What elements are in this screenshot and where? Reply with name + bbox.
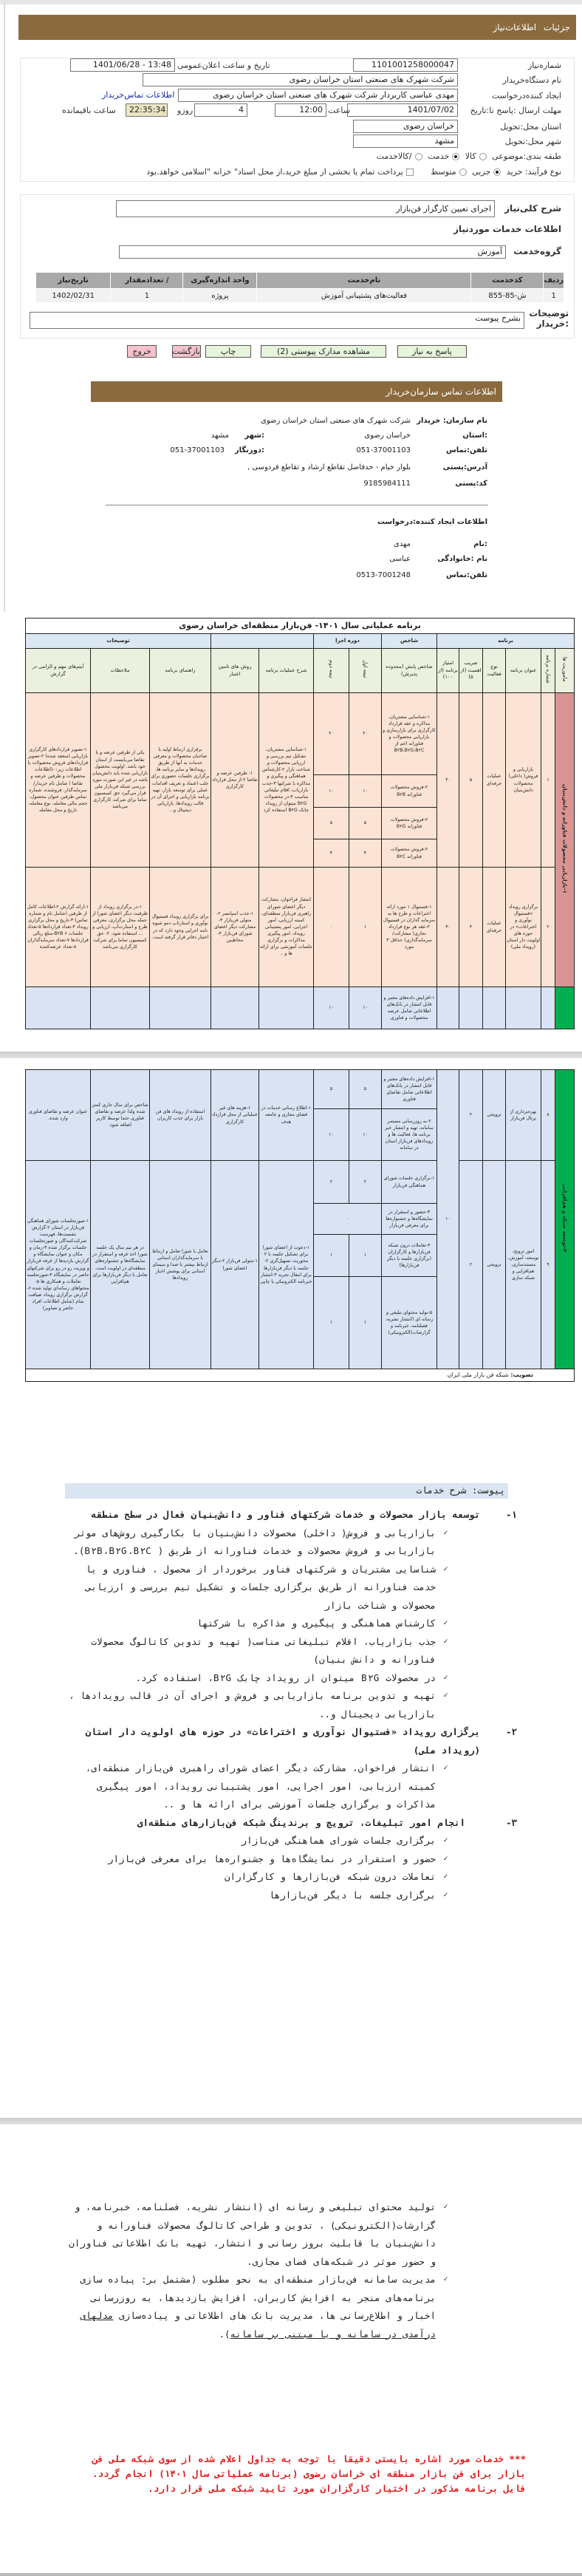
- table-row: [25, 987, 574, 1029]
- program-title: برگزاری رویداد «فستیوال نوآوری و اختراعات» در حوزه های اولویت دار استان (رویداد ملی): [506, 868, 541, 987]
- col-code: کدخدمت: [471, 273, 544, 289]
- program-number: ۹: [541, 1161, 555, 1369]
- group-program: برنامه: [437, 634, 575, 649]
- second-half: ۵: [314, 808, 349, 839]
- group-period: دوره اجرا: [314, 634, 382, 649]
- second-half: ۵: [314, 1070, 349, 1109]
- page-separator: [0, 1052, 582, 1058]
- col-first-half: نیمه اول: [362, 660, 369, 678]
- indicator: ۳-حضور و استقرار در نمایشگاه‌ها و جشنواره‌ها برای معرفی فن‌بازار: [382, 1204, 437, 1235]
- second-half: ۱۰: [314, 775, 349, 808]
- red-note: *** خدمات مورد اشاره بایستی دقیقا با توجه به جداول اعلام شده از سوی شبکه ملی فن بازار برای فن بازار منطقه ای خراسان رضوی (برنامه عملیاتی سال ۱۴۰۱) انجام گردد. فایل برنامه مذکور در اختیار کارگزاران مورد تایید شبکه ملی قرار دارد.: [92, 2453, 526, 2494]
- first-half: ۱: [349, 1235, 382, 1277]
- contact-city-value: مشهد: [210, 432, 229, 440]
- col-unit: واحد اندازه‌گیری: [183, 273, 257, 289]
- print-button[interactable]: چاپ: [205, 345, 251, 358]
- section-1-title: توسعه بازار محصولات و خدمات شرکتهای فناور و دانش‌بنیان فعال در سطح منطقه: [91, 1509, 480, 1520]
- first-half: ۱: [349, 868, 382, 987]
- second-half: ۱: [314, 1235, 349, 1277]
- first-half: ۱: [349, 1277, 382, 1369]
- indicator: ۲-فروش محصولات فناورانه B۲B: [382, 775, 437, 808]
- period-value: ۰: [314, 1204, 382, 1235]
- remaining-label: ساعت باقیمانده: [62, 106, 116, 115]
- contact-title: اطلاعات تماس سازمان‌خریدار: [386, 386, 496, 397]
- second-half: ۴: [314, 839, 349, 868]
- buyer-notes-field: بشرح پیوست: [30, 312, 524, 329]
- contact-phone-label: تلفن:تماس: [445, 446, 487, 454]
- mission-cell: [555, 987, 575, 1029]
- radio-service-label: خدمت: [428, 151, 450, 161]
- first-half: ۵: [349, 808, 382, 839]
- back-button[interactable]: بازگشت: [172, 347, 200, 356]
- treasury-checkbox[interactable]: [406, 168, 414, 176]
- indicator: ۲-فروش محصولات فناورانه B۲G: [382, 808, 437, 839]
- col-guide: راهنمای برنامه: [150, 649, 211, 693]
- funding: ۱-جذب اسپانسر ۲-متولی فن‌بازار ۳-مشارکت دیگر اعضای شورای فن‌بازار ۴-مخاطبین: [211, 868, 259, 987]
- cell-date: 1402/02/31: [36, 289, 111, 303]
- announce-label: تاریخ و ساعت اعلان‌عمومی: [177, 61, 270, 70]
- buyer-field: شرکت شهرک های صنعتی استان خراسان رضوی: [143, 73, 458, 86]
- indicator: ۱-فستیوال ۱ مورد ارائه اختراعات و طرح ها به سرمایه گذاران در فستیوال ۲-عقد هر نوع قرارداد تجاری( مشارکت/ سرمایه‌گذاری) حداقل ۳ مورد: [382, 868, 437, 987]
- services-header-row: [36, 273, 564, 289]
- creator-label: ایجاد کننده‌درخواست: [491, 91, 561, 100]
- list-item-underlined: مدلهای درآمدی در سامانه و یا مبتنی بر سامانه: [80, 2310, 436, 2340]
- need-number-label: شماره‌نیاز: [527, 61, 561, 70]
- need-desc-field: اجرای تعیین کارگزار فن‌بازار: [116, 200, 495, 217]
- remarks: شاخص برای سال جاری کمتر شده ولذا عرضه و تقاضای فناوری حتما توسط کاربر اضافه شود.: [91, 1070, 150, 1161]
- contact-province-value: خراسان رضوی: [364, 432, 411, 440]
- indicator: ۱-برگزاری جلسات شورای هماهنگی فن‌بازار: [382, 1161, 437, 1204]
- list-item: ✓ تعاملات درون شبکه فن‌بازارها و کارگزاران: [66, 1868, 436, 1887]
- page-header-bar: [18, 15, 576, 40]
- section-2-title: برگزاری رویداد «فستیوال نوآوری و اختراعات» در حوزه های اولویت دار استان (رویداد ملی): [85, 1726, 480, 1756]
- buyer-contact-link[interactable]: اطلاعات تماس‌خریدار: [102, 90, 175, 100]
- exit-button[interactable]: خروج: [127, 345, 157, 358]
- second-half: ۱۰: [314, 1109, 349, 1161]
- city-field: مشهد: [353, 134, 458, 148]
- days-label: روزو: [177, 106, 194, 115]
- radio-service[interactable]: [452, 153, 459, 160]
- approval-value: شبکه فن بازار ملی ایران: [447, 1372, 509, 1379]
- radio-goods-service[interactable]: [415, 153, 422, 160]
- creator-family-value: عباسی: [389, 555, 411, 563]
- service-group-field: آموزش: [119, 245, 506, 259]
- bottom-border: [0, 2573, 582, 2576]
- first-half: ۴: [349, 839, 382, 868]
- contact-header-bar: [91, 381, 502, 402]
- postal-value: 9185984111: [363, 480, 411, 488]
- activity-type: ترویجی: [483, 1161, 506, 1369]
- time-label: ساعت: [328, 106, 350, 115]
- list-item-text: مدیریت سامانه فن‌بازار منطقه‌ای به نحو مطلوب (مشتمل بر: پیاده سازی برنامه‌های منجر به افزایش کاربران، افزایش بازدیدها، به روزرسانی اخبار و اطلاع‌رسانی ها، مدیریت بانک های اطلاعاتی و پیاده‌سازی: [80, 2274, 436, 2321]
- operations: انتشار فراخوان، مشارکت دیگر اعضای شورای راهبری فن‌بازار منطقه‌ای، کمیته ارزیابی، امور اجرایی، امور پشتیبانی رویداد، امور پیگیری مذاکرات و برگزاری جلسات آموزشی برای ارائه ها و ..: [259, 868, 314, 987]
- funding: ۱- طرفین عرضه و تقاضا ۲-از محل قرارداد کارگزاری: [211, 693, 259, 868]
- deadline-date-field: 1401/07/02: [347, 103, 458, 117]
- address-value: بلوار خیام - حدفاصل تقاطع ارشاد و تقاطع فردوسی ,: [247, 463, 411, 471]
- reply-button[interactable]: پاسخ به نیاز: [397, 345, 467, 358]
- score: ۳۰: [437, 868, 459, 987]
- guide: تعامل با شورا تعامل و ارتباط با سرمایه‌گذاران استانی ارتباط بیشتر با صدا و سیمای استانی برای پوشش اخبار رویدادها: [150, 1161, 211, 1369]
- deadline-time-field: 12:00: [275, 103, 326, 117]
- score: ۱۰: [437, 1070, 459, 1369]
- category-label: طبقه بندی:موضوعی: [492, 151, 561, 161]
- second-half: ۱: [314, 1277, 349, 1369]
- indicator: ۵-تولید محتوای تبلیغی و رسانه ای (انتشار نشریه، فصلنامه، خبرنامه و گزارشات(الکترونیکی): [382, 1277, 437, 1369]
- radio-small[interactable]: [493, 168, 501, 176]
- section-1-number: ۱-: [505, 1509, 517, 1520]
- funding: ۱-هزینه های غیر عملیاتی از محل قرارداد کارگزاری: [211, 1070, 259, 1161]
- cell-code: ش-85-855: [471, 289, 544, 303]
- guide: برقراری ارتباط اولیه با صاحبان محصولات و معرفی خدمات به آنها از طریق رویدادها و سایر برنامه ها، برگزاری جلسات حضوری برای جلب اعتماد و تعریف اقدامات عملی برای توسعه بازار، تهیه برنامه بازاریابی و اجرای آن در قالب رویدادها، بازاریابی دیجیتال و...: [150, 693, 211, 868]
- program-number: ۲: [541, 868, 555, 987]
- postal-label: کد:پستی: [455, 480, 487, 488]
- operational-plan-table-page2: [26, 1069, 575, 1382]
- list-item: ✓ برگزاری جلسه با دیگر فن‌بازارها: [66, 1887, 436, 1905]
- creator-phone-label: تلفن:تماس: [445, 571, 487, 579]
- services-title: اطلاعات خدمات موردنیاز: [453, 224, 561, 234]
- list-item: ✓ برگزاری جلسات شورای هماهنگی فن‌بازار: [66, 1832, 436, 1850]
- list-item: ✓ جذب بازاریاب، اقلام تبلیغاتی مناسب( تهیه و تدوین کاتالوگ محصولات فناورانه و دانش بنیان): [66, 1633, 436, 1669]
- table-row: [26, 1161, 575, 1204]
- creator-family-label: نام :خانوادگی: [437, 555, 487, 563]
- operations: ۱-اطلاع رسانی خدمات در فضای مجازی و جامعه هدف: [259, 1070, 314, 1161]
- first-half: ۲: [349, 1161, 382, 1204]
- second-half: ۰: [314, 868, 349, 987]
- operational-plan-table-page1: [26, 618, 575, 1029]
- cell-row: 1: [544, 289, 564, 303]
- province-label: استان محل:تحویل: [500, 122, 561, 132]
- process-row: [146, 167, 561, 177]
- list-item-end: ).: [219, 2328, 230, 2340]
- indicator: ۱-شناسایی مشتریان، مذاکره و عقد قرارداد کارگزاری برای بازارسازی و بازاریابی محصولات و فناورانه اعم از B۲B،B۲G،B۲C: [382, 693, 437, 775]
- remaining-time-field: 22:35:34: [126, 103, 168, 117]
- indicator: ۱-افزایش داده‌های معتبر و قابل انتشار در بانک‌های اطلاعاتی شامل عرضه محصولات و فناوری: [382, 987, 437, 1029]
- appendix-title-bar: [65, 1483, 508, 1499]
- indicator: ۲-فروش محصولات فناورانه B۲C: [382, 839, 437, 868]
- org-value: شرکت شهرک های صنعتی استان خراسان رضوی: [261, 417, 411, 425]
- list-item: ✓ شناسایی مشتریان و شرکتهای فناور برخوردار از محصول ، فناوری و یا خدمت فناورانه از طریق برگزاری جلسات و تشکیل تیم بررسی و ارزیابی محصولات و شناخت بازار: [66, 1561, 436, 1615]
- report-items: ۱-ارائه گزارش ۲-اطلاعات کامل از طرفین (شامل نام و شماره تماس) ۳-تاریخ و محل برگزاری رویداد ۴-تعداد قراردادها ۵-تعداد جلسات B۲B ۶-مبلغ ریالی قراردادها ۷-تعداد سرمایه‌گذاران ۸-تعداد عرضه‌کننده: [25, 868, 90, 987]
- page-separator: [0, 2118, 582, 2124]
- program-title: بازاریابی و فروش( داخلی) محصولات دانش‌بنیان: [506, 693, 541, 868]
- program-number: ۸: [541, 1070, 555, 1161]
- tab-details[interactable]: جزئیات: [544, 22, 570, 33]
- appendix-title: پیوست: شرح خدمات: [416, 1485, 505, 1496]
- col-date: تاریخ‌نیاز: [36, 273, 111, 289]
- program-title: بهره‌برداری از پرتال فن‌بازار: [506, 1070, 541, 1161]
- cell-name: فعالیت‌های پشتیبانی آموزش: [257, 289, 471, 303]
- program-number: ۱: [541, 693, 555, 868]
- col-funding: روش های تامین اعتبار: [211, 649, 259, 693]
- days-field: 4: [194, 103, 247, 117]
- operations: ۱-دعوت از اعضای شورا برای تشکیل جلسه با ۲ محوریت تسهیل‌گری ۲-جلسه با دیگر فن‌بازارها برای انتقال تجربه ۳-انتشار خبرنامه الکترونیکی یا چاپی: [259, 1161, 314, 1369]
- org-label: نام سازمان: خریدار: [417, 417, 487, 425]
- radio-small-label: جزیی: [472, 167, 491, 177]
- section-2-number: ۲-: [505, 1726, 517, 1737]
- col-operations: شرح عملیات برنامه: [259, 649, 314, 693]
- col-mission: ماموریت ها: [561, 656, 568, 682]
- score: ۴۰: [437, 693, 459, 868]
- second-half: ۱۰: [314, 987, 349, 1029]
- fax-label: :دورنگار: [234, 446, 264, 454]
- category-row: [377, 151, 561, 161]
- indicator: ۲-به روزرسانی مستمر سامانه، تهیه و انتشار خبر برنامه ها، فعالیت ها و رویدادهای فن‌بازار استان در سامانه: [382, 1109, 437, 1161]
- tab-need-info[interactable]: اطلاعات‌نیاز: [493, 22, 537, 33]
- col-name: نام‌خدمت: [257, 273, 471, 289]
- first-half: ۲۰: [349, 693, 382, 775]
- report-items: عنوان عرضه و تقاضای فناوری وارد شده.: [26, 1070, 91, 1161]
- guide: استفاده از رویداد های فن بازار برای جذب کاربران: [150, 1070, 211, 1161]
- remarks: ۱-در برگزاری رویداد از ظرفیت دیگر اعضای شورا از جمله محل برگزاری، معرفی طرح و استارت‌آپ، ارزیابی و ... استفاده شود. ۲- حق کمیسیون تماما برای شرکت کارگزاری می‌باشد: [91, 868, 150, 987]
- service-group-label: گروه‌خدمت: [513, 246, 561, 256]
- mission-4-label: ۴-توسعه شبکه و هم‌افزایی: [561, 1184, 568, 1253]
- contact-city-label: :شهر: [244, 432, 264, 440]
- group-blank: [211, 634, 314, 649]
- operations: ۱-شناسایی مشتریان، تشکیل تیم بررسی و ارزیابی محصولات و شناخت بازار ۲-کارشناس هماهنگی و پیگیری و مذاکره با شرکتها ۳-جذب بازاریاب، اقلام تبلیغاتی مناسب ۴-در محصولات B۲G میتوان از رویداد چابک B۲G استفاده کرد: [259, 693, 314, 868]
- radio-goods[interactable]: [479, 153, 487, 160]
- section-3-title: انجام امور تبلیغات، ترویج و برندینگ شبکه فن‌بازارهای منطقه‌ای: [137, 1816, 465, 1828]
- remarks: در هر نیم سال یک جلسه شورا اخذ غرفه و استقرار در نمایشگاه‌ها و جشنواره‌های منطقه‌ای در اولویت است. تعامل با دیگر فن‌بازارها برای هم‌افزایی: [91, 1161, 150, 1369]
- list-item: ✓ حضور و استقرار در نمایشگاه‌ها و جشنواره‌ها برای معرفی فن‌بازار: [66, 1850, 436, 1869]
- col-score: امتیاز برنامه (از ۱۰۰): [437, 649, 459, 693]
- col-program-number: شماره برنامه: [545, 655, 552, 684]
- indicator: ۴-تعاملات درون شبکه فن‌بازارها و کارگزاران (برگزاری جلسه با دیگر فن‌بازارها): [382, 1235, 437, 1277]
- approval-label: تصویب:: [510, 1372, 533, 1379]
- first-half: ۱۰: [349, 1109, 382, 1161]
- address-label: آدرس:پستی: [442, 463, 487, 471]
- list-item: ✓ کارشناس هماهنگی و پیگیری و مذاکره با شرکتها: [66, 1615, 436, 1633]
- indicator: ۱-افزایش داده‌های معتبر و قابل انتشار در بانک‌های اطلاعاتی شامل تقاضای فناوری: [382, 1070, 437, 1109]
- cell-qty: 1: [111, 289, 183, 303]
- appendix-page1: [66, 1506, 517, 1904]
- fax-value: 051-37001103: [170, 446, 225, 454]
- city-label: شهر محل:تحویل: [504, 137, 561, 146]
- creator-phone-value: 0513-7001248: [356, 571, 411, 579]
- second-half: ۲: [314, 1161, 349, 1204]
- need-desc-label: شرح کلی‌نیاز: [504, 203, 561, 214]
- top-border: [0, 0, 582, 4]
- remarks: یکی از طرفین عرضه و یا تقاضا می‌بایست از استان خود باشد. اولویت محصول بازاریابی شده باید دانش‌بنیان باشد در غیر این صورت مورد بررسی شبکه فن‌بازار ملی قرار می‌گیرد حق کمیسیون تماما برای شرکت کارگزاری می‌باشد: [91, 693, 150, 868]
- col-report-items: آیتم‌های مهم و الزامی در گزارش: [25, 649, 90, 693]
- view-attachments-button[interactable]: مشاهده مدارک پیوستی (2): [261, 345, 386, 358]
- creator-field: مهدی عباسی کاربردار شرکت شهرک های صنعتی استان خراسان رضوی: [178, 89, 458, 102]
- contact-phone-value: 051-37001103: [356, 446, 411, 454]
- buyer-label: نام دستگاه‌خریدار: [502, 75, 561, 85]
- announce-date-field: 1401/06/28 - 13:48: [70, 58, 175, 72]
- activity-type: عملیات حرفه‌ای: [483, 868, 506, 987]
- col-row: ردیف: [544, 273, 564, 289]
- list-item: ✓ تهیه و تدوین برنامه بازاریابی و فروش و اجرای آن در قالب رویدادها ، بازاریابی دیجیتال و..: [66, 1687, 436, 1723]
- col-remarks: ملاحظات: [91, 649, 150, 693]
- radio-goods-service-label: /کالاخدمت: [376, 151, 412, 161]
- radio-goods-label: کالا: [465, 151, 476, 161]
- table-row: [25, 868, 574, 987]
- report-items: ۱-تصویر قراردادهای کارگزاری بازاریابی (منعقد شده) ۲-تصویر قراردادهای فروش محصولات یا اطلاعات زیر: -(اطلاعات محصولات و طرفین عرضه و تقاضا ( شامل نام خریدار/ سرمایه‌گذار، فروشنده، شماره تماس طرفین عنوان محصول، حجم مالی معامله، نوع معامله، تاریخ و محل معامله: [25, 693, 90, 868]
- need-number-field: 1101001258000047: [353, 58, 458, 72]
- list-item: [66, 2271, 436, 2343]
- group-notes: توضیحات: [25, 634, 210, 649]
- first-half: ۱۰: [349, 987, 382, 1029]
- table-row: [36, 289, 564, 303]
- left-border: [4, 0, 5, 612]
- weight: ۲: [459, 1070, 483, 1161]
- creator-info-title: اطلاعات ایجاد کننده:درخواست: [377, 518, 487, 526]
- table-row: [26, 1070, 575, 1109]
- first-half: ۱۰: [349, 775, 382, 808]
- contact-province-label: :استان: [462, 432, 487, 440]
- buyer-notes-label: توضیحات :خریدار: [529, 308, 569, 329]
- activity-type: عملیات حرفه‌ای: [483, 693, 506, 868]
- cell-unit: پروژه: [183, 289, 257, 303]
- appendix-page2: [66, 2198, 436, 2343]
- col-second-half: نیمه دوم: [328, 660, 335, 679]
- section-3-number: ۳-: [505, 1816, 517, 1828]
- list-item: ✓ تولید محتوای تبلیغی و رسانه ای (انتشار نشریه، فصلنامه، خبرنامه، و گزارشات(الکترونیکی) ، تدوین و طراحی کاتالوگ محصولات فناورانه و دانش‌بنیان با قابلیت بروز رسانی و انتشار، تهیه بانک اطلاعاتی فناوران و حضور موثر در شبکه‌های فضای مجازی.: [66, 2198, 436, 2271]
- report-items: ۱-صورتجلسات شورای هماهنگی فن‌بازار در استان ۲-گزارش نشست‌ها، فهرست شرکت‌کنندگان و صورتجلسات جلسات برگزار شده ۳-زمان و مکان و عنوان نمایشگاه و گزارش بازدیدها از غرفه فن‌بازار و ویزیت رو در رو برای شرکتهای حاضر در نمایشگاه ۴-صورتجلسه تعاملات و همکاری ها ۵-محتواهای رسانه‌ای تولید شده ۶-گزارش برگزاری رویداد ضیافت شام (شامل اطلاعات افراد حاضر و تصاویر): [26, 1161, 91, 1369]
- group-indicator: شاخص: [382, 634, 437, 649]
- second-half: ۲۰: [314, 693, 349, 775]
- province-field: خراسان رضوی: [353, 120, 458, 133]
- process-label: نوع فرآیند: خرید: [506, 167, 561, 177]
- list-item: ✓ انتشار فراخوان، مشارکت دیگر اعضای شورای راهبری فن‌بازار منطقه‌ای، کمیته ارزیابی، امور اجرایی، امور پشتیبانی رویداد، امور پیگیری مذاکرات و برگزاری جلسات آموزشی برای ارائه ها و ..: [66, 1759, 436, 1814]
- col-weight: ضریب اهمیت (از ۵): [459, 649, 483, 693]
- weight: ۲: [459, 1161, 483, 1369]
- radio-medium-label: متوسط: [431, 167, 456, 177]
- col-program-title: عنوان برنامه: [506, 649, 541, 693]
- weight: ۴: [459, 868, 483, 987]
- mission-1-label: ۱-بازاریابی محصولات فناورانه و دانش‌بنیان: [561, 783, 568, 893]
- table-row: [25, 693, 574, 775]
- creator-name-value: مهدی: [393, 540, 411, 548]
- list-item: ✓ بازاریابی و فروش( داخلی) محصولات دانش‌بنیان با بکارگیری روش‌های موثر بازاریابی و فروش محصولات و خدمات فناورانه از طریق ( B۲B،B۲G،B۲C).: [66, 1524, 436, 1561]
- guide: برای برگزاری رویداد فستیوال نوآوری و استارتاپ دمو شیوه نامه اجرایی وجود دارد که در اختیار دفاتر قرار گرفته است.: [150, 868, 211, 987]
- activity-type: ترویجی: [483, 1070, 506, 1161]
- funding: ۱-متولی فن‌بازار ۲-دیگر اعضای شورا: [211, 1161, 259, 1369]
- radio-medium[interactable]: [459, 168, 467, 176]
- treasury-note: پرداخت تمام یا بخشی از مبلغ خرید،از محل اسناد" خزانه "اسلامی خواهد.بود: [146, 167, 403, 177]
- services-table: [35, 272, 564, 303]
- col-monitoring-indicator: شاخص پایش (محدوده پذیرش): [382, 649, 437, 693]
- list-item: ✓ در محصولات B۲G میتوان از رویداد چابک B۲G، استفاده کرد.: [66, 1669, 436, 1688]
- approval-row: [26, 1369, 575, 1382]
- deadline-label: مهلت ارسال :پاسخ تا:تاریخ: [470, 106, 561, 115]
- creator-name-label: :نام: [473, 540, 487, 548]
- weight: ۵: [459, 693, 483, 868]
- program-title: امور ترویج، توسعه، آموزش، مستندسازی، هم‌افزایی و شبکه سازی: [506, 1161, 541, 1369]
- col-activity-type: نوع فعالیت: [483, 649, 506, 693]
- first-half: ۵: [349, 1070, 382, 1109]
- col-qty: / تعدادمقدار: [111, 273, 183, 289]
- plan-title: برنامه عملیاتی سال ۱۴۰۱- فن‌بازار منطقه‌ای خراسان رضوی: [25, 619, 574, 634]
